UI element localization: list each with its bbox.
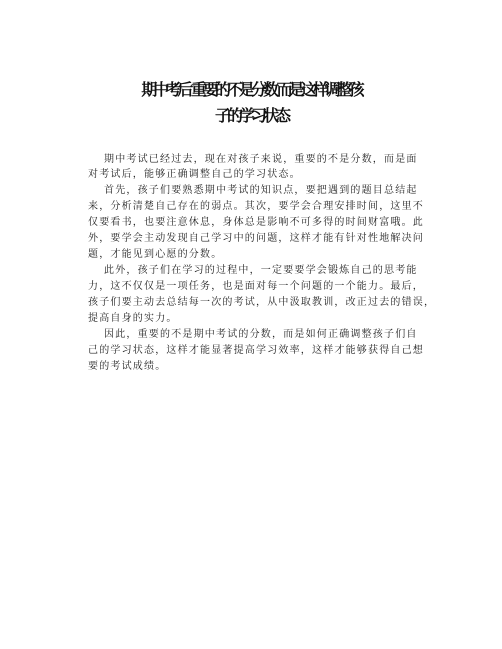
body-line: 此外，孩子们在学习的过程中，一定要要学会锻炼自己的思考能 — [104, 265, 418, 276]
title-line-1: 期中考后 重要的不是分数 而是这样调整孩 — [141, 80, 361, 99]
title-line-2: 子的学习状态 — [214, 106, 287, 125]
body-line: 对考试后，能够正确调整自己的学习状态。 — [88, 169, 301, 180]
body-line: 首先，孩子们要熟悉期中考试的知识点，要把遇到的题目总结起 — [104, 185, 418, 196]
body-line: 期中考试已经过去，现在对孩子来说，重要的不是分数，而是面 — [104, 154, 418, 165]
body-line: 因此，重要的不是期中考试的分数，而是如何正确调整孩子们自 — [104, 329, 418, 340]
body-line: 来，分析清楚自己存在的弱点。其次，要学会合理安排时间，这里不 — [88, 201, 424, 212]
body-line: 孩子们要主动去总结每一次的考试，从中汲取教训，改正过去的错误， — [88, 297, 436, 308]
body-line: 要的考试成绩。 — [88, 361, 167, 372]
body-line: 力，这不仅仅是一项任务，也是面对每一个问题的一个能力。最后， — [88, 281, 424, 292]
body-line: 己的学习状态，这样才能显著提高学习效率，这样才能够获得自己想 — [88, 345, 424, 356]
body-line: 外，要学会主动发现自己学习中的问题，这样才能有针对性地解决问 — [88, 233, 424, 244]
body-line: 题，才能见到心愿的分数。 — [88, 249, 223, 260]
body-line: 提高自身的实力。 — [88, 313, 178, 324]
body-line: 仅要看书，也要注意休息，身体总是影响不可多得的时间财富哦。此 — [88, 217, 424, 228]
